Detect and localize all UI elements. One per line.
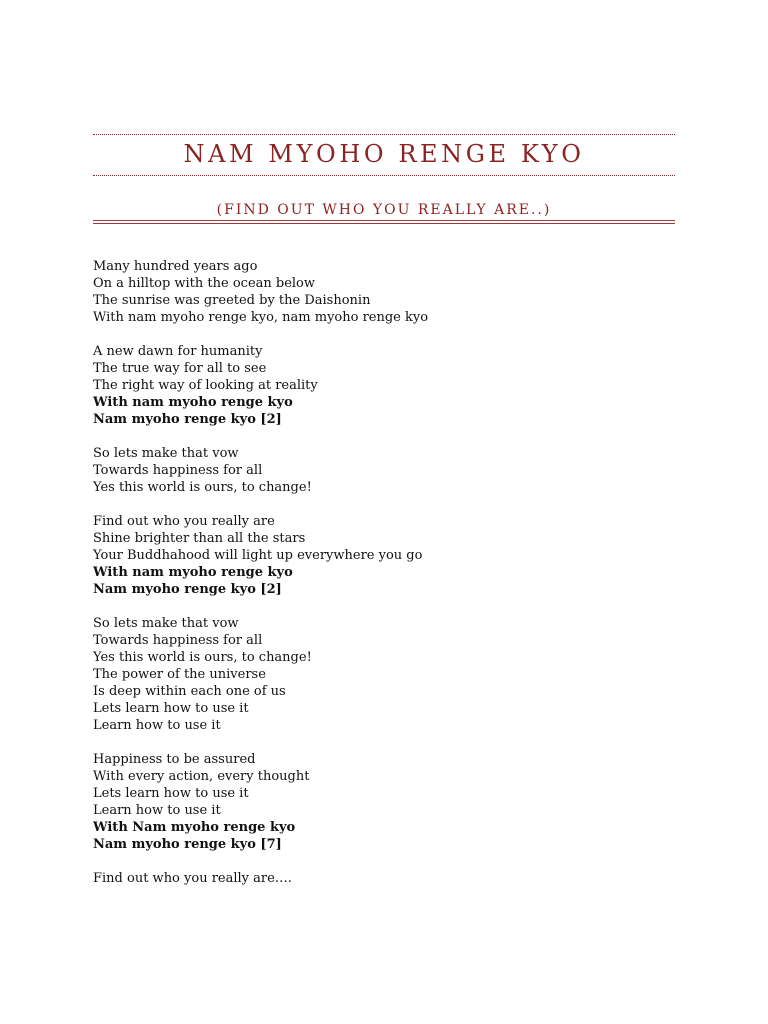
page-title: NAM MYOHO RENGE KYO (183, 140, 585, 168)
lyric-line: Learn how to use it (93, 803, 221, 818)
stanza (93, 870, 675, 887)
lyric-line: On a hilltop with the ocean below (93, 276, 316, 291)
subtitle-double-divider (93, 220, 675, 224)
lyric-line-bold: Nam myoho renge kyo [2] (93, 412, 282, 427)
lyric-line: Shine brighter than all the stars (93, 531, 306, 546)
page-subtitle: (FIND OUT WHO YOU REALLY ARE..) (216, 202, 552, 218)
lyric-line: Learn how to use it (93, 718, 221, 733)
title-top-divider (93, 134, 675, 135)
lyrics-body (93, 258, 675, 904)
lyric-line: Many hundred years ago (93, 259, 258, 274)
lyric-line-bold: With nam myoho renge kyo (93, 395, 293, 410)
stanza (93, 445, 675, 496)
lyric-line: The right way of looking at reality (93, 378, 318, 393)
lyric-line: So lets make that vow (93, 616, 239, 631)
lyric-line: Towards happiness for all (93, 633, 263, 648)
lyric-line: The true way for all to see (93, 361, 267, 376)
lyric-line: So lets make that vow (93, 446, 239, 461)
lyric-line-bold: With nam myoho renge kyo (93, 565, 293, 580)
lyric-line: Lets learn how to use it (93, 786, 249, 801)
lyric-line: Your Buddhahood will light up everywhere you go (93, 548, 423, 563)
lyric-line: Lets learn how to use it (93, 701, 249, 716)
lyric-line: A new dawn for humanity (93, 344, 263, 359)
stanza (93, 615, 675, 734)
stanza (93, 343, 675, 428)
lyric-line-bold: Nam myoho renge kyo [2] (93, 582, 282, 597)
lyric-line: The power of the universe (93, 667, 266, 682)
lyric-line-bold: Nam myoho renge kyo [7] (93, 837, 282, 852)
lyric-line-bold: With Nam myoho renge kyo (93, 820, 296, 835)
lyric-line: The sunrise was greeted by the Daishonin (93, 293, 371, 308)
lyric-line: Is deep within each one of us (93, 684, 286, 699)
lyric-line: With every action, every thought (93, 769, 310, 784)
stanza (93, 751, 675, 853)
lyric-line: Find out who you really are…. (93, 871, 292, 886)
lyric-line: Towards happiness for all (93, 463, 263, 478)
lyric-line: With nam myoho renge kyo, nam myoho renge kyo (93, 310, 429, 325)
stanza (93, 513, 675, 598)
lyric-line: Happiness to be assured (93, 752, 256, 767)
lyric-line: Yes this world is ours, to change! (93, 650, 312, 665)
lyric-line: Find out who you really are (93, 514, 275, 529)
stanza (93, 258, 675, 326)
title-bottom-divider (93, 175, 675, 176)
document-page (93, 0, 675, 1024)
lyric-line: Yes this world is ours, to change! (93, 480, 312, 495)
